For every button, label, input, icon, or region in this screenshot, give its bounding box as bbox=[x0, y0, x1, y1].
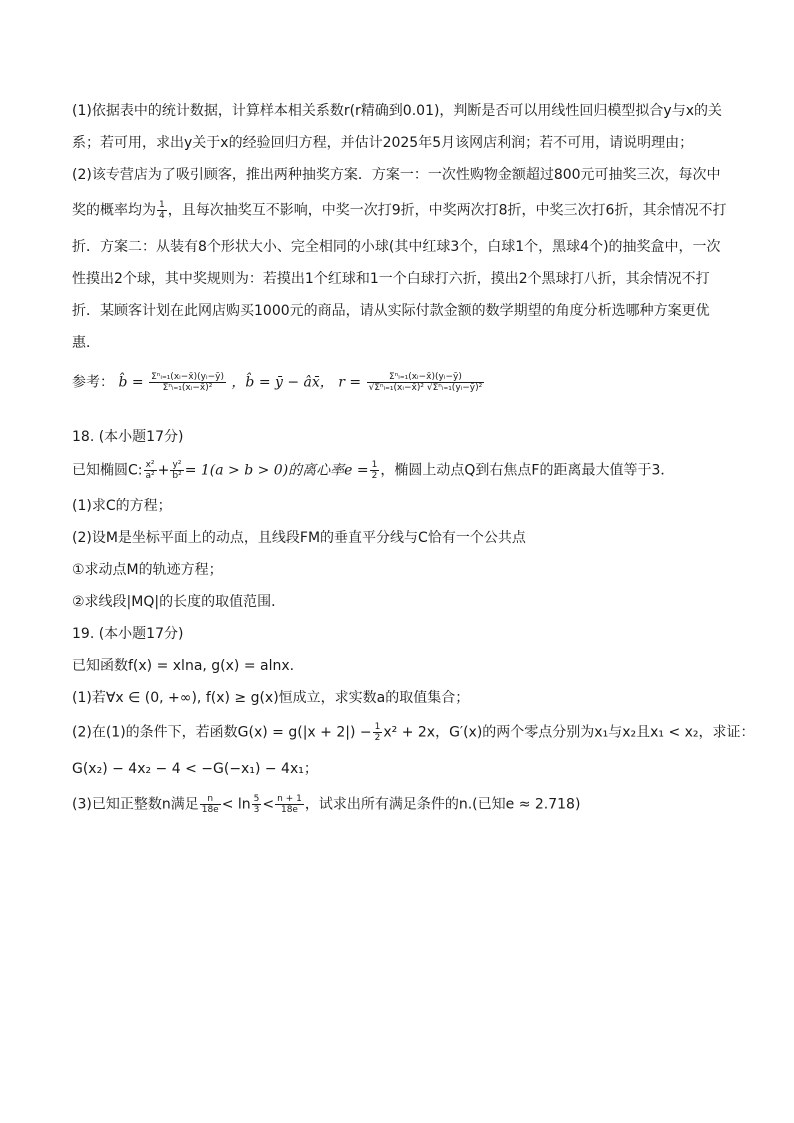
q18-stem-a: 已知椭圆C: bbox=[72, 462, 143, 479]
q19-part3-a: (3)已知正整数n满足 bbox=[72, 796, 199, 813]
q19-part2-b: x² + 2x，G′(x)的两个零点分别为x₁与x₂且x₁ < x₂，求证： bbox=[383, 724, 755, 741]
a-hat-eq: ，b̂ = ȳ − âx̄， bbox=[231, 374, 334, 391]
q17-part2-line1: (2)该专营店为了吸引顾客，推出两种抽奖方案．方案一：一次性购物金额超过800元可抽奖三次，每次中 bbox=[72, 167, 721, 183]
ln-denominator: 3 bbox=[253, 805, 260, 815]
reference-formulas bbox=[72, 372, 485, 393]
n-denominator: 18e bbox=[201, 805, 219, 815]
reference-label: 参考： bbox=[72, 374, 114, 391]
r-eq: r = bbox=[338, 374, 362, 391]
y2-numerator: y² bbox=[170, 460, 183, 471]
n-numerator: n bbox=[200, 794, 221, 805]
q18-header: 18. (本小题17分) bbox=[72, 429, 184, 445]
q19-part2-a: (2)在(1)的条件下，若函数G(x) = g(|x + 2|) − bbox=[72, 724, 372, 741]
ln-fraction bbox=[252, 794, 262, 815]
eccentricity-fraction bbox=[370, 460, 380, 481]
q17-part1-line1: (1)依据表中的统计数据，计算样本相关系数r(r精确到0.01)，判断是否可以用线性回归模型拟合y与x的关 bbox=[72, 103, 723, 119]
q18-stem bbox=[72, 460, 674, 481]
q19-part3 bbox=[72, 794, 580, 815]
q18-stem-b: = 1(a > b > 0)的离心率e = bbox=[184, 462, 369, 479]
b2-denominator: b² bbox=[172, 471, 182, 481]
b-hat-denominator: Σⁿᵢ₌₁(xᵢ−x̄)² bbox=[162, 383, 213, 393]
q19-part2-inequality: G(x₂) − 4x₂ − 4 < −G(−x₁) − 4x₁； bbox=[72, 761, 318, 777]
b-hat-fraction bbox=[149, 372, 226, 393]
q17-part1-line2: 系；若可用，求出y关于x的经验回归方程，并估计2025年5月该网店利润；若不可用，请说明理由； bbox=[72, 135, 694, 151]
q17-part2-line2-b: ，且每次抽奖互不影响，中奖一次打9折，中奖两次打8折，中奖三次打6折，其余情况不打 bbox=[167, 202, 727, 219]
q17-part2-line6: 惠． bbox=[72, 335, 100, 351]
lt-ln: < ln bbox=[221, 796, 251, 813]
e-denominator: 2 bbox=[371, 471, 378, 481]
q19-part1: (1)若∀x ∈ (0, +∞), f(x) ≥ g(x)恒成立，求实数a的取值集合； bbox=[72, 690, 470, 706]
plus-sign: + bbox=[157, 462, 170, 479]
q17-part2-line2 bbox=[72, 200, 726, 221]
q19-part3-b: ，试求出所有满足条件的n.(已知e ≈ 2.718) bbox=[304, 796, 581, 813]
q18-part2: (2)设M是坐标平面上的动点，且线段FM的垂直平分线与C恰有一个公共点 bbox=[72, 530, 526, 546]
q17-part2-line3: 折．方案二：从装有8个形状大小、完全相同的小球(其中红球3个，白球1个，黑球4个)的抽奖盒中，一次 bbox=[72, 239, 721, 255]
r-numerator: Σⁿᵢ₌₁(xᵢ−x̄)(yᵢ−ȳ) bbox=[367, 372, 485, 383]
q18-stem-c: ，椭圆上动点Q到右焦点F的距离最大值等于3． bbox=[380, 462, 675, 479]
q19-header: 19. (本小题17分) bbox=[72, 626, 184, 642]
x2-numerator: x² bbox=[144, 460, 157, 471]
e-numerator: 1 bbox=[371, 460, 378, 470]
n-fraction bbox=[200, 794, 221, 815]
b-hat-numerator: Σⁿᵢ₌₁(xᵢ−x̄)(yᵢ−ȳ) bbox=[151, 372, 224, 382]
probability-fraction bbox=[157, 200, 167, 221]
q18-part2-i: ①求动点M的轨迹方程； bbox=[72, 562, 223, 578]
r-fraction bbox=[367, 372, 485, 393]
q17-part2-line4: 性摸出2个球，其中奖规则为：若摸出1个红球和1一个白球打六折，摸出2个黑球打八折，其余情况不打 bbox=[72, 271, 710, 287]
half-numerator: 1 bbox=[374, 722, 381, 732]
prob-numerator: 1 bbox=[159, 200, 165, 210]
q19-part2 bbox=[72, 722, 755, 743]
q18-part2-ii: ②求线段|MQ|的长度的取值范围． bbox=[72, 594, 286, 610]
q18-part1: (1)求C的方程； bbox=[72, 498, 172, 514]
n1-denominator: 18e bbox=[280, 805, 298, 815]
q17-part2-line5: 折．某顾客计划在此网店购买1000元的商品，请从实际付款金额的数学期望的角度分析选哪种方案更优 bbox=[72, 303, 710, 319]
lt-sign: < bbox=[262, 796, 275, 813]
ln-numerator: 5 bbox=[253, 794, 260, 804]
n-plus-one-fraction bbox=[275, 794, 304, 815]
q17-part2-line2-a: 奖的概率均为 bbox=[72, 202, 156, 219]
x-over-a-fraction bbox=[144, 460, 157, 481]
half-fraction bbox=[373, 722, 383, 743]
r-denominator: √Σⁿᵢ₌₁(xᵢ−x̄)² √Σⁿᵢ₌₁(yᵢ−ȳ)² bbox=[368, 383, 483, 393]
y-over-b-fraction bbox=[170, 460, 183, 481]
q19-stem: 已知函数f(x) = xlna, g(x) = alnx. bbox=[72, 658, 295, 674]
prob-denominator: 4 bbox=[159, 211, 165, 221]
n1-numerator: n + 1 bbox=[277, 794, 302, 804]
a2-denominator: a² bbox=[145, 471, 155, 481]
half-denominator: 2 bbox=[374, 733, 381, 743]
b-hat-eq: b̂ = bbox=[118, 374, 144, 391]
